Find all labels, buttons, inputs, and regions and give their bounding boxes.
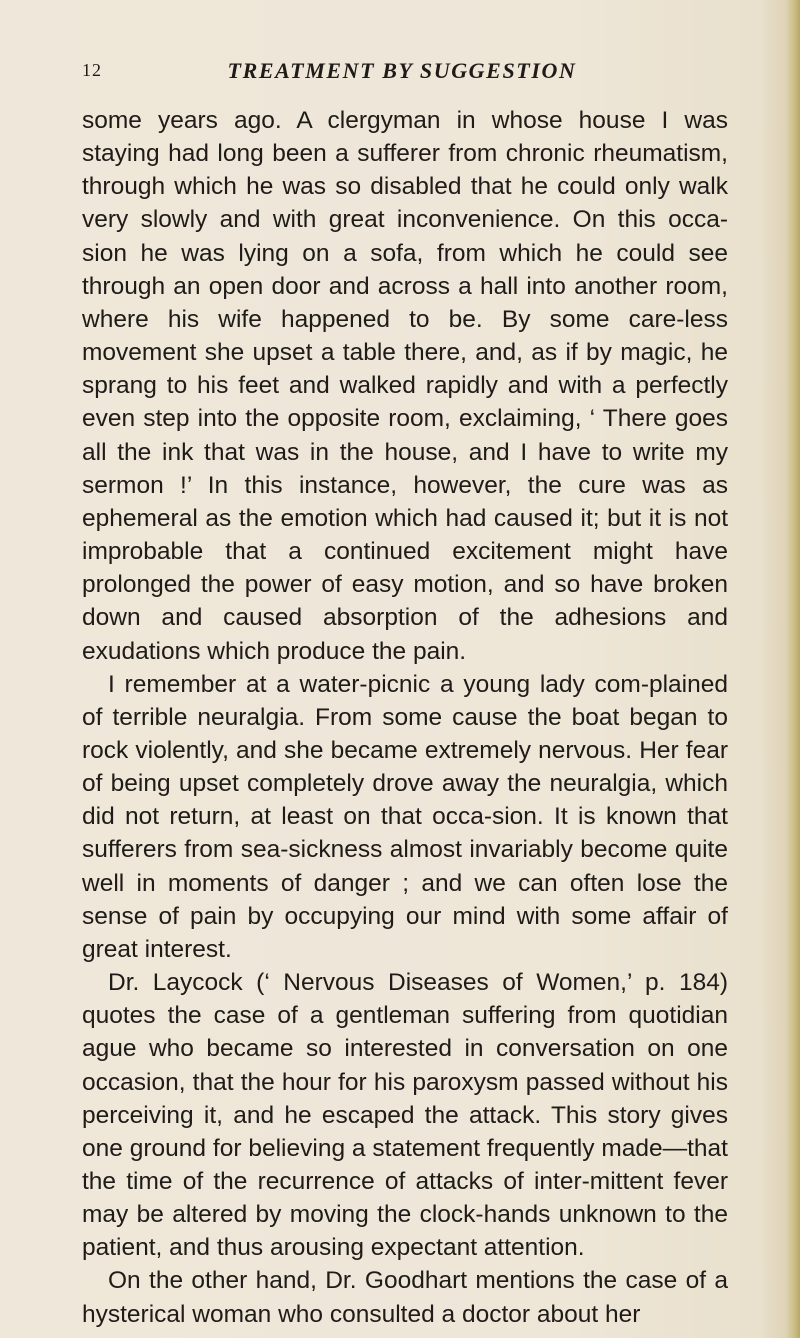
paragraph-4: On the other hand, Dr. Goodhart mentions the case of a hysterical woman who consulted a doctor about her — [82, 1267, 728, 1328]
running-title: TREATMENT BY SUGGESTION — [227, 58, 577, 83]
page-edge — [786, 0, 800, 1338]
paragraph-3: Dr. Laycock (‘ Nervous Diseases of Women,’ p. 184) quotes the case of a gentleman suffering from quotidian ague who became so interested in conversation on one occasion, that the hour for his paroxysm passed without his perceiving it, and he escaped the attack. This story gives one ground for believing a statement frequently made—that the time of the recurrence of attacks of inter-mittent fever may be altered by moving the clock-hands unknown to the patient, and thus arousing expectant attention. — [82, 969, 728, 1262]
page-number: 12 — [82, 60, 102, 80]
body-text — [82, 104, 728, 1331]
page-header — [82, 52, 722, 92]
paragraph-1: some years ago. A clergyman in whose house I was staying had long been a sufferer from chronic rheumatism, through which he was so disabled that he could only walk very slowly and with great inconvenience. On this occa-sion he was lying on a sofa, from which he could see through an open door and across a hall into another room, where his wife happened to be. By some care-less movement she upset a table there, and, as if by magic, he sprang to his feet and walked rapidly and with a perfectly even step into the opposite room, exclaiming, ‘ There goes all the ink that was in the house, and I have to write my sermon !’ In this instance, however, the cure was as ephemeral as the emotion which had caused it; but it is not improbable that a continued excitement might have prolonged the power of easy motion, and so have broken down and caused absorption of the adhesions and exudations which produce the pain. — [82, 107, 728, 665]
paragraph-2: I remember at a water-picnic a young lady com-plained of terrible neuralgia. From some cause the boat began to rock violently, and she became extremely nervous. Her fear of being upset completely drove away the neuralgia, which did not return, at least on that occa-sion. It is known that sufferers from sea-sickness almost invariably become quite well in moments of danger ; and we can often lose the sense of pain by occupying our mind with some affair of great interest. — [82, 670, 728, 963]
